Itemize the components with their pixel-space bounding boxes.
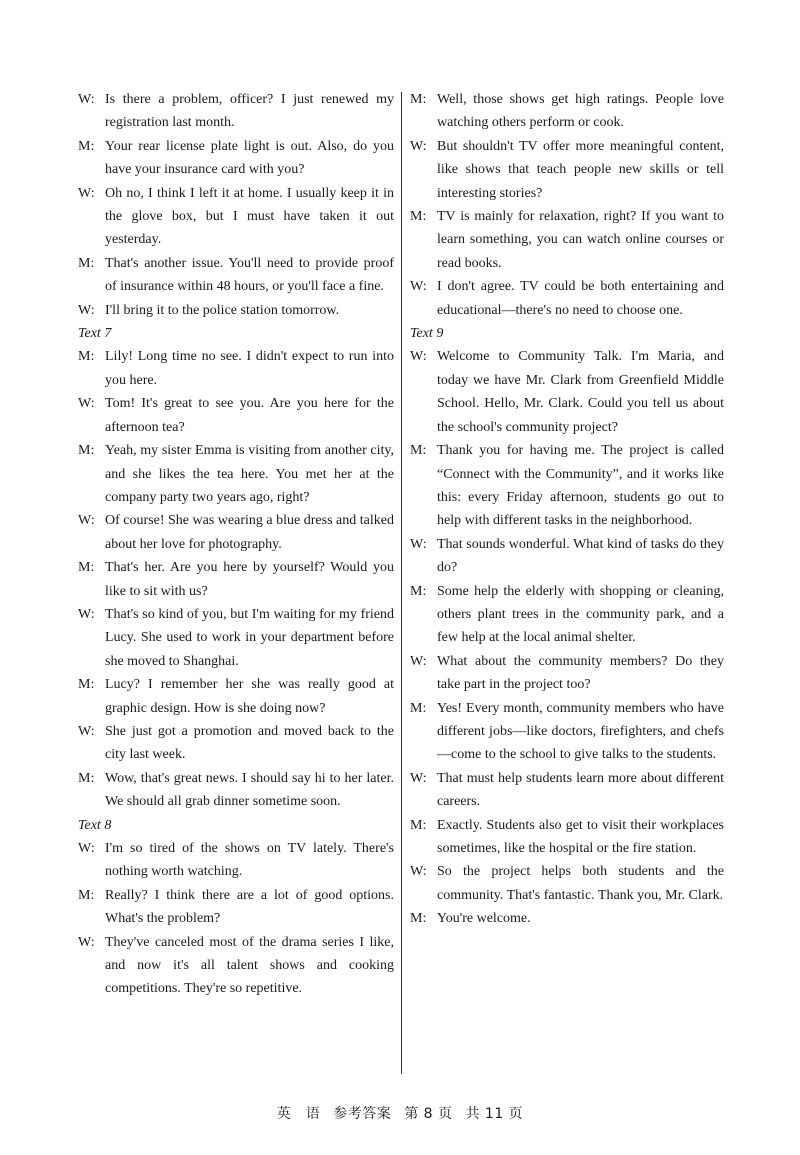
dialogue-text: Lily! Long time no see. I didn't expect to run into you here. <box>105 349 394 388</box>
speaker-label: W: <box>78 302 95 318</box>
speaker-label: M: <box>78 677 95 693</box>
footer-page-number: 第 8 页 <box>404 1106 453 1122</box>
speaker-label: M: <box>410 443 427 459</box>
dialogue-turn <box>78 767 394 814</box>
dialogue-turn <box>410 88 724 135</box>
dialogue-text: She just got a promotion and moved back to the city last week. <box>105 723 394 763</box>
dialogue-text: Well, those shows get high ratings. People love watching others perform or cook. <box>437 92 724 131</box>
page-footer <box>0 1103 800 1123</box>
dialogue-text: Some help the elderly with shopping or cleaning, others plant trees in the community park, and a few help at the local animal shelter. <box>437 583 724 646</box>
dialogue-turn <box>78 509 394 556</box>
left-column <box>78 88 394 1001</box>
right-column <box>410 88 724 931</box>
speaker-label: W: <box>410 653 427 669</box>
dialogue-turn <box>78 603 394 673</box>
dialogue-text: Welcome to Community Talk. I'm Maria, and today we have Mr. Clark from Greenfield Middle School. Hello, Mr. Clark. Could you tell us about the school's community project? <box>437 349 724 435</box>
speaker-label: W: <box>78 841 95 856</box>
speaker-label: M: <box>410 911 427 927</box>
dialogue-text: TV is mainly for relaxation, right? If you want to learn something, you can watch online courses or read books. <box>437 209 724 271</box>
dialogue-text: What about the community members? Do they take part in the project too? <box>437 653 724 693</box>
dialogue-turn <box>410 650 724 697</box>
dialogue-turn <box>410 860 724 907</box>
speaker-label: M: <box>410 92 427 107</box>
dialogue-turn <box>78 299 394 322</box>
dialogue-turn <box>78 252 394 299</box>
speaker-label: M: <box>410 209 427 225</box>
dialogue-text: Lucy? I remember her she was really good at graphic design. How is she doing now? <box>105 677 394 716</box>
footer-label: 参考答案 <box>333 1106 392 1122</box>
dialogue-text: Tom! It's great to see you. Are you here for the afternoon tea? <box>105 396 394 435</box>
dialogue-turn <box>410 205 724 275</box>
dialogue-text: That's her. Are you here by yourself? Would you like to sit with us? <box>105 560 394 599</box>
speaker-label: M: <box>410 817 427 833</box>
dialogue-text: Your rear license plate light is out. Also, do you have your insurance card with you? <box>105 138 394 178</box>
dialogue-text: Thank you for having me. The project is called “Connect with the Community”, and it works like this: every Friday afternoon, students go out to help with different tasks in the neighborhood. <box>437 443 724 529</box>
dialogue-turn <box>78 392 394 439</box>
speaker-label: M: <box>78 138 95 154</box>
dialogue-turn <box>78 439 394 509</box>
speaker-label: W: <box>78 92 95 107</box>
dialogue-turn <box>78 135 394 182</box>
dialogue-turn <box>78 720 394 767</box>
footer-total-pages: 共 11 页 <box>465 1106 524 1122</box>
dialogue-turn <box>78 345 394 392</box>
section-heading: Text 8 <box>78 817 112 833</box>
section-heading: Text 7 <box>78 326 112 342</box>
speaker-label: W: <box>410 279 427 295</box>
dialogue-text: Yes! Every month, community members who have different jobs—like doctors, firefighters, and chefs—come to the school to give talks to the students. <box>437 700 724 763</box>
dialogue-text: Exactly. Students also get to visit their workplaces sometimes, like the hospital or the fire station. <box>437 817 724 856</box>
column-divider <box>401 92 402 1074</box>
dialogue-text: So the project helps both students and the community. That's fantastic. Thank you, Mr. Clark. <box>437 864 724 903</box>
dialogue-turn <box>410 907 724 930</box>
speaker-label: W: <box>410 138 427 154</box>
dialogue-turn <box>410 814 724 861</box>
speaker-label: M: <box>410 583 427 599</box>
speaker-label: M: <box>78 255 95 271</box>
dialogue-text: Yeah, my sister Emma is visiting from another city, and she likes the tea here. You met her at the company party two years ago, right? <box>105 443 394 505</box>
dialogue-turn <box>410 533 724 580</box>
speaker-label: W: <box>410 864 427 880</box>
dialogue-text: That must help students learn more about different careers. <box>437 770 724 810</box>
speaker-label: M: <box>410 700 427 716</box>
speaker-label: W: <box>410 770 427 786</box>
dialogue-text: Wow, that's great news. I should say hi to her later. We should all grab dinner sometime soon. <box>105 770 394 810</box>
dialogue-text: You're welcome. <box>437 911 531 927</box>
dialogue-turn <box>78 837 394 884</box>
dialogue-turn <box>410 275 724 322</box>
speaker-label: W: <box>410 536 427 552</box>
dialogue-text: That's another issue. You'll need to provide proof of insurance within 48 hours, or you'll face a fine. <box>105 255 394 295</box>
dialogue-turn <box>410 135 724 205</box>
speaker-label: M: <box>78 560 95 576</box>
dialogue-turn <box>410 697 724 767</box>
speaker-label: W: <box>78 396 95 412</box>
speaker-label: M: <box>78 887 95 903</box>
dialogue-text: Is there a problem, officer? I just renewed my registration last month. <box>105 92 394 131</box>
speaker-label: W: <box>78 934 95 950</box>
dialogue-turn <box>410 767 724 814</box>
dialogue-text: That sounds wonderful. What kind of tasks do they do? <box>437 536 724 576</box>
dialogue-turn <box>78 673 394 720</box>
dialogue-text: Really? I think there are a lot of good options. What's the problem? <box>105 887 394 927</box>
dialogue-text: They've canceled most of the drama series I like, and now it's all talent shows and cooking competitions. They're so repetitive. <box>105 934 394 997</box>
speaker-label: W: <box>78 185 95 201</box>
dialogue-text: Of course! She was wearing a blue dress and talked about her love for photography. <box>105 513 394 552</box>
dialogue-turn <box>78 931 394 1001</box>
dialogue-text: That's so kind of you, but I'm waiting for my friend Lucy. She used to work in your department before she moved to Shanghai. <box>105 606 394 669</box>
dialogue-turn <box>410 345 724 439</box>
dialogue-turn <box>78 182 394 252</box>
dialogue-text: Oh no, I think I left it at home. I usually keep it in the glove box, but I must have taken it out yesterday. <box>105 185 394 248</box>
dialogue-text: I don't agree. TV could be both entertaining and educational—there's no need to choose one. <box>437 279 724 318</box>
speaker-label: W: <box>410 349 427 365</box>
dialogue-text: But shouldn't TV offer more meaningful content, like shows that teach people new skills or tell interesting stories? <box>437 138 724 201</box>
dialogue-turn <box>78 556 394 603</box>
dialogue-text: I'm so tired of the shows on TV lately. There's nothing worth watching. <box>105 841 394 880</box>
speaker-label: M: <box>78 349 95 365</box>
dialogue-turn <box>410 580 724 650</box>
speaker-label: W: <box>78 513 95 529</box>
section-heading: Text 9 <box>410 326 444 342</box>
dialogue-turn <box>410 439 724 533</box>
speaker-label: M: <box>78 770 95 786</box>
footer-subject: 英 语 <box>276 1106 321 1122</box>
speaker-label: M: <box>78 443 95 459</box>
dialogue-text: I'll bring it to the police station tomorrow. <box>105 302 340 318</box>
speaker-label: W: <box>78 606 95 622</box>
dialogue-turn <box>78 884 394 931</box>
speaker-label: W: <box>78 723 95 739</box>
dialogue-turn <box>78 88 394 135</box>
